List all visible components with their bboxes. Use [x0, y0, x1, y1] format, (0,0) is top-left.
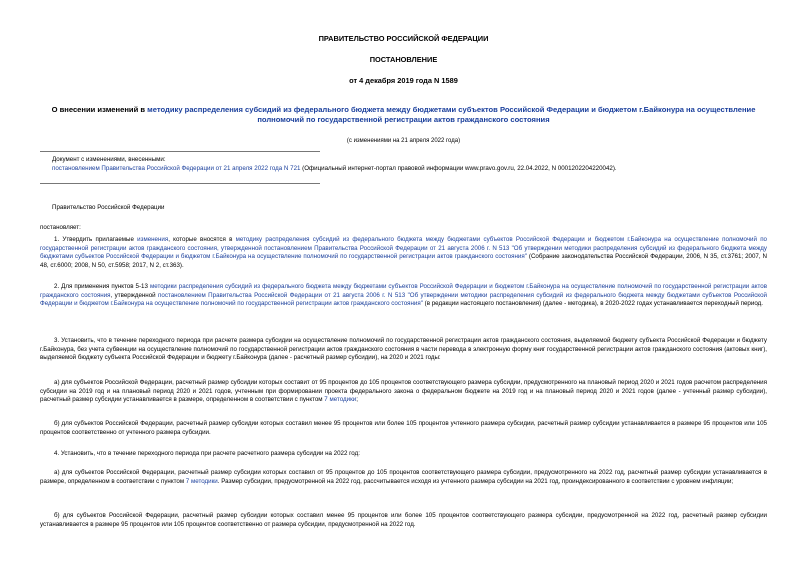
- paragraph-4b: б) для субъектов Российской Федерации, расчетный размер субсидии которых составил менее 95 процентов или более 105 процентов соответствующего размера субсидии, предусмотренной на 2022 год, расчетный размер субсидии устанавливается в размере 95 процентов или 105 процентов соответственно от размера субсидии, предусмотренной на 2022 год.: [40, 512, 767, 528]
- p4a-methodology-link[interactable]: 7 методики: [185, 477, 218, 485]
- p2-text-a: 2. Для применения пунктов 5-13: [54, 283, 150, 290]
- p1-text-b: , которые вносятся в: [168, 236, 236, 243]
- government-line: Правительство Российской Федерации: [52, 204, 165, 211]
- document-type: ПОСТАНОВЛЕНИЕ: [369, 55, 438, 64]
- p2-decree-link[interactable]: постановлением Правительства Российской Федерации от 21 августа 2006 г. N 513 "Об утверждении методики распределения субсидий из федерального бюджета между бюджетами субъектов Российской Федерации и бюджетом г.Байконура на осуществление полномочий по государственной регистрации актов гражданского состояния": [40, 291, 767, 308]
- p1-methodology-link[interactable]: методику распределения субсидий из федерального бюджета между бюджетами субъектов Российской Федерации и бюджетом г.Байконура на осуществление полномочий по государственной регистрации актов гражданского состояния, утвержденной постановлением Правительства Российской Федерации от 21 августа 2006 г. N 513 "Об утверждении методики распределения субсидий из федерального бюджета между бюджетами субъектов Российской Федерации и бюджетом г.Байконура на осуществление полномочий по государственной регистрации актов гражданского состояния": [40, 236, 767, 261]
- document-title: [40, 105, 767, 125]
- p1-changes-link[interactable]: изменения: [137, 236, 169, 243]
- divider-top: [40, 151, 320, 152]
- government-header: ПРАВИТЕЛЬСТВО РОССИЙСКОЙ ФЕДЕРАЦИИ: [318, 34, 489, 43]
- divider-bottom: [40, 183, 320, 184]
- document-date-number: от 4 декабря 2019 года N 1589: [349, 76, 458, 85]
- p2-methodology-link[interactable]: методики распределения субсидий из федерального бюджета между бюджетами субъектов Российской Федерации и бюджетом г.Байконура на осуществление полномочий по государственной регистрации актов гражданского состояния: [40, 283, 767, 299]
- p4a-text-b: . Размер субсидии, предусмотренной на 2022 год, рассчитывается исходя из учтенного размера субсидии на 2021 год, проиндексированного в соответствии с уровнем инфляции;: [217, 477, 734, 485]
- p3a-methodology-link[interactable]: 7 методики: [324, 396, 357, 404]
- p1-text-a: 1. Утвердить прилагаемые: [54, 236, 138, 243]
- paragraph-4a: [40, 469, 767, 486]
- title-prefix: О внесении изменений в: [51, 105, 148, 114]
- paragraph-1: [40, 236, 767, 270]
- title-methodology-link[interactable]: методику распределения субсидий из федерального бюджета между бюджетами субъектов Российской Федерации и бюджетом г.Байконура на осуществление полномочий по государственной регистрации актов гражданского состояния: [147, 105, 756, 124]
- p1-text-c: (Собрание законодательства Российской Федерации, 2006, N 35, ст.3761; 2007, N 48, ст.6000; 2008, N 50, ст.5958; 2017, N 2, ст.363).: [40, 253, 768, 269]
- paragraph-3a: [40, 379, 767, 405]
- paragraph-4: 4. Установить, что в течение переходного периода при расчете расчетного размера субсидии на 2022 год:: [54, 450, 360, 457]
- paragraph-2: [40, 283, 767, 309]
- changes-label: Документ с изменениями, внесенными:: [52, 156, 166, 163]
- paragraph-3: 3. Установить, что в течение переходного периода при расчете размера субсидии на осуществление полномочий по государственной регистрации актов гражданского состояния, выделяемой бюджету субъекта Российской Федерации и бюджету г.Байконура, без учета субвенции на осуществление полномочий по государственной регистрации актов гражданского состояния в части перевода в электронную форму книг государственной регистрации актов гражданского состояния (актовых книг), выделяемой бюджету субъекта Российской Федерации и бюджету г.Байконура (далее - расчетный размер субсидии), на 2020 и 2021 годы:: [40, 337, 767, 362]
- amendment-note: (с изменениями на 21 апреля 2022 года): [346, 138, 461, 144]
- p3a-text-a: а) для субъектов Российской Федерации, расчетный размер субсидии которых составит от 95 процентов до 105 процентов соответствующего размера субсидии, предусмотренного на плановый период 2020 и 2021 годов расчетом распределения субсидии на 2019 год и на плановый период 2020 и 2021 годов, учтенным при формировании проекта федерального закона о федеральном бюджете на 2019 год и на плановый период 2020 и 2021 годов (далее - учтенный размер субсидии), расчетный размер субсидии устанавливается в размере, определенном в соответствии с пунктом: [40, 379, 767, 404]
- p4a-text-a: а) для субъектов Российской Федерации, расчетный размер субсидии которых составил от 95 процентов до 105 процентов соответствующего размера субсидии, предусмотренного на 2022 год, расчетный размер субсидии устанавливается в размере, определенном в соответствии с пунктом: [40, 469, 767, 485]
- paragraph-3b: б) для субъектов Российской Федерации, расчетный размер субсидии которых составил менее 95 процентов или более 105 процентов учтенного размера субсидии, расчетный размер субсидии устанавливается в размере 95 процентов или 105 процентов соответственно от учтенного размера субсидии.: [40, 420, 767, 436]
- resolves-line: постановляет:: [40, 224, 81, 231]
- p2-text-c: (в редакции настоящего постановления) (далее - методика), в 2020-2022 годах устанавливается переходный период.: [422, 300, 763, 308]
- changes-decree-link[interactable]: постановлением Правительства Российской Федерации от 21 апреля 2022 года N 721: [52, 164, 301, 172]
- changes-block: [52, 156, 767, 173]
- p3a-text-b: ;: [356, 396, 358, 404]
- changes-source: (Официальный интернет-портал правовой информации www.pravo.gov.ru, 22.04.2022, N 0001202204220042).: [300, 164, 617, 172]
- p2-text-b: , утвержденной: [110, 291, 159, 299]
